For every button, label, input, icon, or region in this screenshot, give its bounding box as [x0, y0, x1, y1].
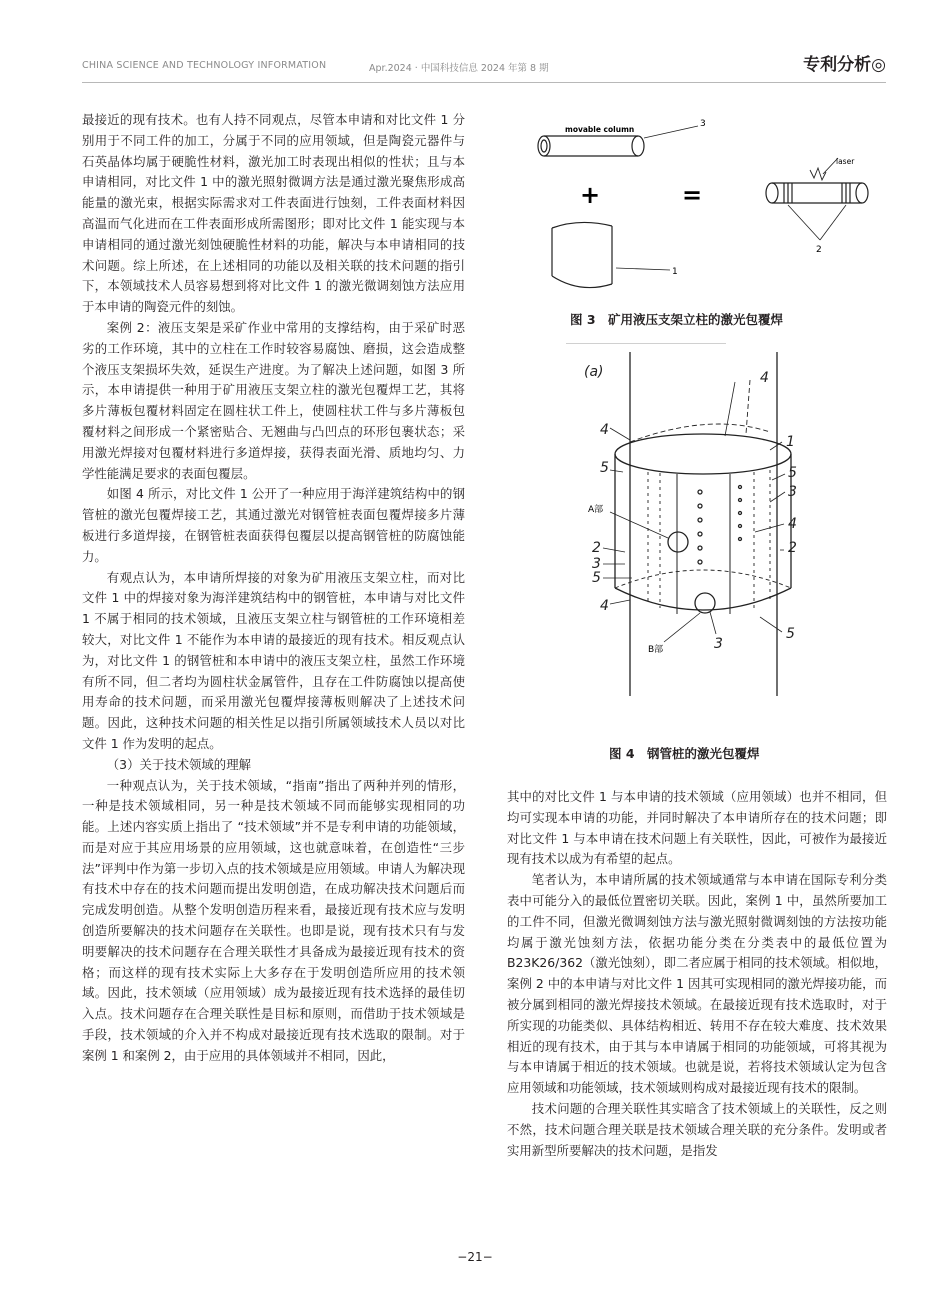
label-1: 1	[672, 267, 678, 277]
header-divider	[82, 82, 886, 83]
label-3: 3	[714, 636, 723, 652]
label-2: 2	[788, 540, 797, 556]
panel-label: (a)	[584, 364, 604, 380]
issue-info: Apr.2024 · 中国科技信息 2024 年第 8 期	[369, 63, 549, 74]
label-movable-column: movable column	[565, 125, 635, 134]
section-heading: （3）关于技术领域的理解	[106, 756, 251, 772]
section-title: 专利分析◎	[803, 55, 886, 75]
label-5: 5	[600, 460, 609, 476]
label-5: 5	[788, 465, 797, 481]
label-5: 5	[786, 626, 795, 642]
cladding-top-ellipse	[615, 434, 791, 474]
label-3: 3	[788, 484, 797, 500]
curved-sheet-illustration	[552, 222, 670, 287]
paragraph: 一种观点认为，关于技术领域，“指南”指出了两种并列的情形，一种是技术领域相同，另一种是技术领域不同而能够实现相同的功能。上述内容实质上指出了 “技术领域”并不是专利申请的功能领域，而是对应于其应用场景的应用领域，这也就意味着，在创造性“三步法”评判中作为第一步切入点的技术领域是应用领域。申请人为解决现有技术中存在的技术问题而提出发明创造，在成功解决技术问题后而完成发明创造。从整个发明创造历程来看，最接近现有技术应与发明创造所要解决的技术问题存在关联性。也即是说，现有技术只有与发明要解决的技术问题存在合理关联性才具备成为最接近现有技术的资格；而这样的现有技术实际上大多存在于发明创造所应用的技术领域。因此，技术领域（应用领域）成为最接近现有技术选择的最佳切入点。技术问题存在合理关联性是目标和原则，而借助于技术领域是手段，技术领域的介入并不构成对最接近现有技术选取的限制。对于案例 1 和案例 2，由于应用的具体领域并不相同，因此，	[82, 777, 465, 1063]
journal-name: CHINA SCIENCE AND TECHNOLOGY INFORMATION	[82, 60, 327, 71]
label-1: 1	[786, 434, 795, 450]
paragraph: 有观点认为，本申请所焊接的对象为矿用液压支架立柱，而对比文件 1 中的焊接对象为海洋建筑结构中的钢管桩，本申请与对比文件 1 不属于相同的技术领域，且液压支架立柱与钢管桩的工作环境相差较大，对比文件 1 不能作为本申请的最接近的现有技术。相反观点认为，对比文件 1 的钢管桩和本申请中的液压支架立柱，虽然工作环境有所不同，但二者均为圆柱状金属管件，且存在工件防腐蚀以提高使用寿命的技术问题，而采用激光包覆焊接薄板则解决了上述技术问题。因此，这种技术问题的相关性足以指引所属领域技术人员以对比文件 1 作为发明的起点。	[82, 569, 465, 751]
label-2: 2	[592, 540, 601, 556]
figure-3	[520, 108, 880, 298]
equals-sign: =	[682, 181, 703, 209]
label-3: 3	[592, 556, 601, 572]
figure-4-caption: 图 4 钢管桩的激光包覆焊	[609, 746, 760, 761]
figure-4	[560, 342, 860, 700]
page-number: −21−	[457, 1250, 493, 1264]
welded-column-illustration	[766, 158, 868, 240]
label-4: 4	[600, 422, 609, 438]
right-column	[507, 787, 887, 1161]
figure-4-drawing	[560, 342, 860, 700]
label-3: 3	[700, 119, 706, 129]
paragraph: 如图 4 所示，对比文件 1 公开了一种应用于海洋建筑结构中的钢管桩的激光包覆焊接工艺，其通过激光对钢管桩表面包覆焊接多片薄板进行多道焊接，在钢管桩表面获得包覆层以提高钢管桩的防腐蚀能力。	[82, 486, 465, 564]
figure-3-caption: 图 3 矿用液压支架立柱的激光包覆焊	[570, 312, 784, 327]
paragraph: 其中的对比文件 1 与本申请的技术领域（应用领域）也并不相同，但均可实现本申请的功能，并同时解决了本申请所存在的技术问题；即对比文件 1 与本申请在技术问题上有关联性，因此，可被作为最接近现有技术以成为有希望的起点。	[507, 789, 887, 867]
paragraph: 笔者认为，本申请所属的技术领域通常与本申请在国际专利分类表中可能分入的最低位置密切关联。因此，案例 1 中，虽然所要加工的工件不同，但激光微调刻蚀方法与激光照射微调刻蚀的方法按功能均属于激光蚀刻方法，依据功能分类在分类表中的最低位置为 B23K26/362（激光蚀刻），即二者应属于相同的技术领域。相似地，案例 2 中的本申请与对比文件 1 因其可实现相同的激光焊接功能，而被分属到相同的激光焊接技术领域。在最接近现有技术选取时，对于所实现的功能类似、具体结构相近、转用不存在较大难度、技术效果相近的现有技术，由于其与本申请属于相同的功能领域，可将其视为与本申请属于相近的技术领域。也就是说，若将技术领域认定为包含应用领域和功能领域，技术领域则构成对最接近现有技术的限制。	[507, 872, 887, 1096]
label-4: 4	[760, 370, 769, 386]
paragraph: 案例 2：液压支架是采矿作业中常用的支撑结构，由于采矿时恶劣的工作环境，其中的立柱在工作时较容易腐蚀、磨损，这会造成整个液压支架损坏失效，延误生产进度。为了解决上述问题，如图 3 所示，本申请提供一种用于矿用液压支架立柱的激光包覆焊工艺，其将多片薄板包覆材料固定在圆柱状工件上，使圆柱状工件与多片薄板包覆材料之间形成一个紧密贴合、无翘曲与凸凹点的环形包裹状态；采用激光焊接对包覆材料进行多道焊接，获得表面光滑、质地均匀、力学性能满足要求的表面包覆层。	[82, 319, 465, 481]
label-4: 4	[788, 516, 797, 532]
figure-3-drawing	[520, 108, 880, 298]
part-a-label: A部	[588, 505, 604, 515]
cladding-bottom-arc	[615, 588, 791, 610]
paragraph: 最接近的现有技术。也有人持不同观点，尽管本申请和对比文件 1 分别用于不同工件的加工，分属于不同的应用领域，但是陶瓷元器件与石英晶体均属于硬脆性材料，激光加工时表现出相似的性状；且与本申请相同，对比文件 1 中的激光照射微调方法是通过激光聚焦形成高能量的激光束，根据实际需求对工件表面进行蚀刻，工件表面材料因高温而气化进而在工件表面形成所需图形；即对比文件 1 能实现与本申请相同的通过激光刻蚀硬脆性材料的功能，解决与本申请相同的技术问题。综上所述，在上述相同的功能以及相关联的技术问题的指引下，本领域技术人员容易想到将对比文件 1 的激光微调刻蚀方法应用于本申请的陶瓷元件的刻蚀。	[82, 112, 465, 315]
label-laser: laser	[836, 157, 855, 166]
label-5: 5	[592, 570, 601, 586]
detail-circle-a	[668, 532, 688, 552]
page-header	[82, 48, 886, 82]
paragraph: 技术问题的合理关联性其实暗含了技术领域上的关联性，反之则不然，技术问题合理关联是技术领域合理关联的充分条件。发明或者实用新型所要解决的技术问题，是指发	[507, 1100, 887, 1158]
plus-sign: +	[580, 181, 601, 209]
left-column	[82, 110, 465, 1067]
part-b-label: B部	[648, 645, 664, 655]
label-4: 4	[600, 598, 609, 614]
label-2: 2	[816, 245, 822, 255]
